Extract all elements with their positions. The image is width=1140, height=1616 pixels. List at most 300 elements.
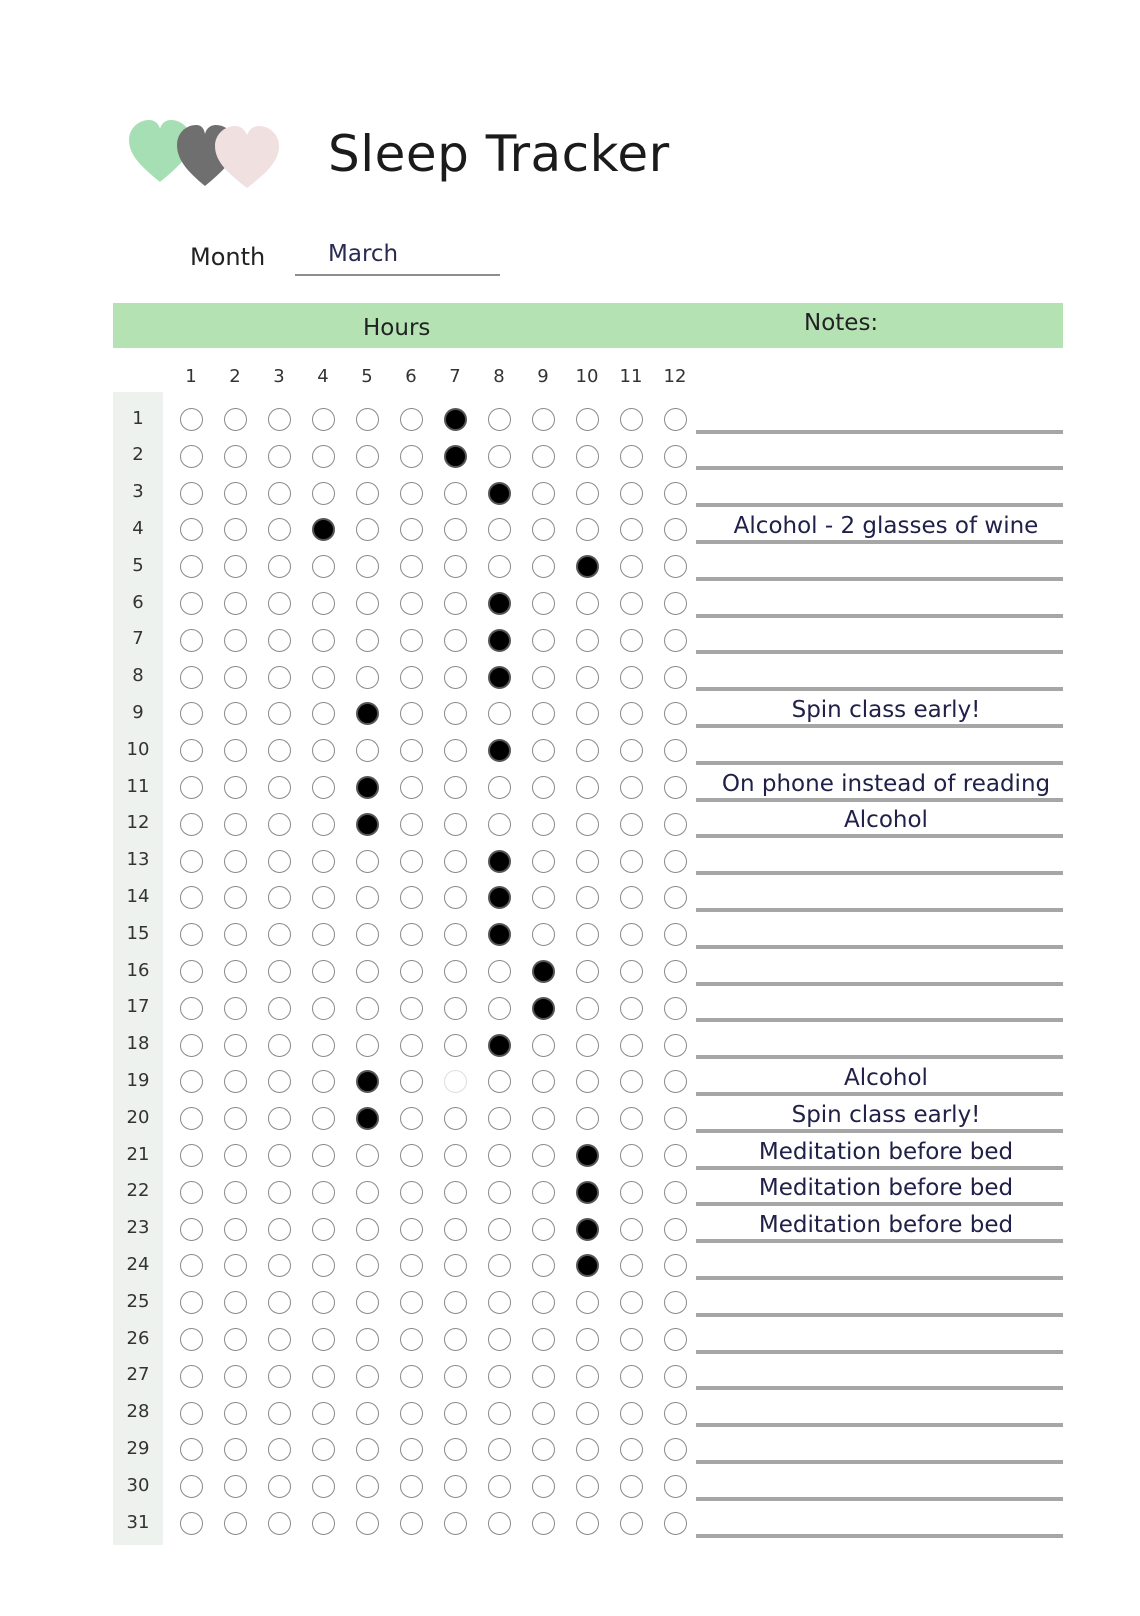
sleep-dot[interactable] bbox=[268, 886, 291, 909]
sleep-dot[interactable] bbox=[312, 1291, 335, 1314]
sleep-dot[interactable] bbox=[180, 1328, 203, 1351]
sleep-dot[interactable] bbox=[268, 666, 291, 689]
sleep-dot[interactable] bbox=[576, 1291, 599, 1314]
sleep-dot[interactable] bbox=[312, 445, 335, 468]
sleep-dot[interactable] bbox=[576, 518, 599, 541]
sleep-dot[interactable] bbox=[268, 592, 291, 615]
sleep-dot[interactable] bbox=[356, 1402, 379, 1425]
sleep-dot[interactable] bbox=[180, 702, 203, 725]
sleep-dot[interactable] bbox=[268, 629, 291, 652]
sleep-dot[interactable] bbox=[356, 850, 379, 873]
sleep-dot[interactable] bbox=[488, 1402, 511, 1425]
sleep-dot[interactable] bbox=[180, 1107, 203, 1130]
sleep-dot[interactable] bbox=[224, 408, 247, 431]
sleep-dot[interactable] bbox=[268, 1291, 291, 1314]
sleep-dot[interactable] bbox=[664, 776, 687, 799]
sleep-dot[interactable] bbox=[312, 923, 335, 946]
sleep-dot[interactable] bbox=[312, 1438, 335, 1461]
sleep-dot[interactable] bbox=[224, 1291, 247, 1314]
sleep-dot[interactable] bbox=[356, 482, 379, 505]
sleep-dot[interactable] bbox=[400, 445, 423, 468]
note-text[interactable]: Meditation before bed bbox=[758, 1212, 1014, 1239]
sleep-dot[interactable] bbox=[312, 1218, 335, 1241]
sleep-dot[interactable] bbox=[532, 1181, 555, 1204]
sleep-dot[interactable] bbox=[488, 445, 511, 468]
sleep-dot[interactable] bbox=[532, 555, 555, 578]
sleep-dot[interactable] bbox=[400, 1402, 423, 1425]
sleep-dot[interactable] bbox=[400, 482, 423, 505]
sleep-dot[interactable] bbox=[356, 1254, 379, 1277]
sleep-dot[interactable] bbox=[356, 555, 379, 578]
sleep-dot[interactable] bbox=[620, 629, 643, 652]
sleep-dot[interactable] bbox=[400, 850, 423, 873]
sleep-dot[interactable] bbox=[180, 1144, 203, 1167]
sleep-dot[interactable] bbox=[664, 813, 687, 836]
sleep-dot[interactable] bbox=[620, 592, 643, 615]
sleep-dot[interactable] bbox=[576, 1512, 599, 1535]
sleep-dot[interactable] bbox=[664, 1218, 687, 1241]
sleep-dot[interactable] bbox=[224, 1070, 247, 1093]
sleep-dot[interactable] bbox=[400, 1475, 423, 1498]
sleep-dot[interactable] bbox=[664, 1402, 687, 1425]
sleep-dot[interactable] bbox=[664, 555, 687, 578]
sleep-dot[interactable] bbox=[488, 1181, 511, 1204]
sleep-dot[interactable] bbox=[400, 408, 423, 431]
sleep-dot[interactable] bbox=[532, 1107, 555, 1130]
sleep-dot[interactable] bbox=[180, 813, 203, 836]
sleep-dot[interactable] bbox=[312, 1328, 335, 1351]
sleep-dot[interactable] bbox=[444, 1254, 467, 1277]
sleep-dot[interactable] bbox=[268, 1328, 291, 1351]
sleep-dot[interactable] bbox=[400, 813, 423, 836]
sleep-dot[interactable] bbox=[180, 408, 203, 431]
sleep-dot[interactable] bbox=[576, 482, 599, 505]
sleep-dot[interactable] bbox=[356, 1218, 379, 1241]
sleep-dot[interactable] bbox=[620, 482, 643, 505]
sleep-dot[interactable] bbox=[268, 445, 291, 468]
note-text[interactable]: Alcohol - 2 glasses of wine bbox=[733, 512, 1039, 539]
sleep-dot[interactable] bbox=[268, 555, 291, 578]
sleep-dot[interactable] bbox=[532, 886, 555, 909]
sleep-dot[interactable] bbox=[620, 776, 643, 799]
sleep-dot-filled[interactable] bbox=[488, 886, 511, 909]
sleep-dot[interactable] bbox=[356, 1365, 379, 1388]
sleep-dot[interactable] bbox=[224, 886, 247, 909]
sleep-dot[interactable] bbox=[664, 1512, 687, 1535]
sleep-dot[interactable] bbox=[664, 1328, 687, 1351]
sleep-dot[interactable] bbox=[444, 1475, 467, 1498]
sleep-dot[interactable] bbox=[312, 408, 335, 431]
sleep-dot[interactable] bbox=[224, 629, 247, 652]
sleep-dot[interactable] bbox=[664, 592, 687, 615]
sleep-dot[interactable] bbox=[532, 1218, 555, 1241]
sleep-dot[interactable] bbox=[312, 850, 335, 873]
sleep-dot[interactable] bbox=[180, 886, 203, 909]
sleep-dot-filled[interactable] bbox=[444, 445, 467, 468]
sleep-dot[interactable] bbox=[268, 1107, 291, 1130]
sleep-dot[interactable] bbox=[400, 592, 423, 615]
sleep-dot[interactable] bbox=[444, 1512, 467, 1535]
sleep-dot[interactable] bbox=[400, 1034, 423, 1057]
sleep-dot[interactable] bbox=[180, 1291, 203, 1314]
sleep-dot[interactable] bbox=[356, 997, 379, 1020]
sleep-dot[interactable] bbox=[180, 1034, 203, 1057]
sleep-dot[interactable] bbox=[620, 813, 643, 836]
sleep-dot[interactable] bbox=[356, 1475, 379, 1498]
sleep-dot[interactable] bbox=[664, 1034, 687, 1057]
sleep-dot[interactable] bbox=[620, 1254, 643, 1277]
sleep-dot[interactable] bbox=[576, 776, 599, 799]
sleep-dot[interactable] bbox=[488, 960, 511, 983]
sleep-dot[interactable] bbox=[576, 739, 599, 762]
sleep-dot[interactable] bbox=[444, 923, 467, 946]
sleep-dot[interactable] bbox=[180, 850, 203, 873]
sleep-dot[interactable] bbox=[312, 702, 335, 725]
sleep-dot-filled[interactable] bbox=[488, 850, 511, 873]
sleep-dot[interactable] bbox=[620, 702, 643, 725]
sleep-dot[interactable] bbox=[444, 850, 467, 873]
sleep-dot[interactable] bbox=[576, 813, 599, 836]
sleep-dot[interactable] bbox=[444, 1107, 467, 1130]
sleep-dot[interactable] bbox=[400, 555, 423, 578]
sleep-dot[interactable] bbox=[400, 1365, 423, 1388]
sleep-dot[interactable] bbox=[312, 592, 335, 615]
sleep-dot[interactable] bbox=[576, 1365, 599, 1388]
sleep-dot[interactable] bbox=[532, 445, 555, 468]
sleep-dot[interactable] bbox=[488, 1365, 511, 1388]
note-text[interactable]: Spin class early! bbox=[791, 1101, 981, 1128]
sleep-dot[interactable] bbox=[532, 813, 555, 836]
sleep-dot[interactable] bbox=[224, 850, 247, 873]
sleep-dot[interactable] bbox=[488, 1144, 511, 1167]
sleep-dot[interactable] bbox=[400, 666, 423, 689]
sleep-dot[interactable] bbox=[444, 1438, 467, 1461]
note-text[interactable]: Alcohol bbox=[844, 1064, 928, 1091]
sleep-dot[interactable] bbox=[664, 445, 687, 468]
sleep-dot-filled[interactable] bbox=[488, 739, 511, 762]
sleep-dot[interactable] bbox=[356, 1144, 379, 1167]
sleep-dot[interactable] bbox=[224, 1034, 247, 1057]
sleep-dot[interactable] bbox=[224, 666, 247, 689]
sleep-dot[interactable] bbox=[620, 555, 643, 578]
sleep-dot[interactable] bbox=[400, 1512, 423, 1535]
sleep-dot[interactable] bbox=[444, 1144, 467, 1167]
sleep-dot[interactable] bbox=[356, 518, 379, 541]
sleep-dot[interactable] bbox=[620, 445, 643, 468]
sleep-dot[interactable] bbox=[268, 960, 291, 983]
sleep-dot[interactable] bbox=[224, 739, 247, 762]
sleep-dot[interactable] bbox=[224, 592, 247, 615]
sleep-dot[interactable] bbox=[576, 702, 599, 725]
sleep-dot[interactable] bbox=[444, 1218, 467, 1241]
sleep-dot[interactable] bbox=[312, 1254, 335, 1277]
sleep-dot[interactable] bbox=[268, 1034, 291, 1057]
sleep-dot[interactable] bbox=[268, 739, 291, 762]
sleep-dot[interactable] bbox=[356, 1438, 379, 1461]
sleep-dot[interactable] bbox=[576, 592, 599, 615]
sleep-dot[interactable] bbox=[488, 813, 511, 836]
sleep-dot[interactable] bbox=[224, 1402, 247, 1425]
sleep-dot[interactable] bbox=[532, 1475, 555, 1498]
sleep-dot-filled[interactable] bbox=[488, 482, 511, 505]
sleep-dot[interactable] bbox=[620, 739, 643, 762]
sleep-dot[interactable] bbox=[444, 1402, 467, 1425]
sleep-dot[interactable] bbox=[576, 923, 599, 946]
note-text[interactable]: Spin class early! bbox=[791, 696, 981, 723]
sleep-dot[interactable] bbox=[312, 1475, 335, 1498]
sleep-dot[interactable] bbox=[444, 1291, 467, 1314]
sleep-dot[interactable] bbox=[356, 1034, 379, 1057]
sleep-dot-filled[interactable] bbox=[312, 518, 335, 541]
sleep-dot[interactable] bbox=[576, 960, 599, 983]
sleep-dot[interactable] bbox=[444, 592, 467, 615]
sleep-dot[interactable] bbox=[224, 1365, 247, 1388]
sleep-dot-filled[interactable] bbox=[488, 923, 511, 946]
sleep-dot[interactable] bbox=[620, 518, 643, 541]
sleep-dot[interactable] bbox=[224, 702, 247, 725]
sleep-dot[interactable] bbox=[312, 1365, 335, 1388]
sleep-dot[interactable] bbox=[180, 592, 203, 615]
sleep-dot[interactable] bbox=[444, 702, 467, 725]
sleep-dot[interactable] bbox=[312, 997, 335, 1020]
sleep-dot[interactable] bbox=[576, 1328, 599, 1351]
sleep-dot[interactable] bbox=[268, 923, 291, 946]
sleep-dot[interactable] bbox=[576, 666, 599, 689]
sleep-dot[interactable] bbox=[400, 1181, 423, 1204]
sleep-dot[interactable] bbox=[180, 1512, 203, 1535]
sleep-dot[interactable] bbox=[576, 1438, 599, 1461]
sleep-dot-filled[interactable] bbox=[356, 776, 379, 799]
sleep-dot[interactable] bbox=[664, 518, 687, 541]
sleep-dot[interactable] bbox=[268, 518, 291, 541]
sleep-dot-filled[interactable] bbox=[576, 1181, 599, 1204]
sleep-dot[interactable] bbox=[620, 1070, 643, 1093]
sleep-dot[interactable] bbox=[444, 666, 467, 689]
sleep-dot[interactable] bbox=[356, 1181, 379, 1204]
sleep-dot[interactable] bbox=[400, 960, 423, 983]
sleep-dot[interactable] bbox=[356, 739, 379, 762]
sleep-dot-filled[interactable] bbox=[576, 555, 599, 578]
sleep-dot[interactable] bbox=[576, 850, 599, 873]
sleep-dot[interactable] bbox=[224, 1438, 247, 1461]
sleep-dot[interactable] bbox=[532, 482, 555, 505]
sleep-dot[interactable] bbox=[180, 1218, 203, 1241]
sleep-dot[interactable] bbox=[268, 850, 291, 873]
sleep-dot[interactable] bbox=[620, 1438, 643, 1461]
sleep-dot[interactable] bbox=[664, 408, 687, 431]
sleep-dot[interactable] bbox=[664, 997, 687, 1020]
note-text[interactable]: Alcohol bbox=[844, 807, 928, 834]
sleep-dot[interactable] bbox=[444, 776, 467, 799]
sleep-dot[interactable] bbox=[268, 1438, 291, 1461]
sleep-dot[interactable] bbox=[664, 1144, 687, 1167]
sleep-dot[interactable] bbox=[664, 1070, 687, 1093]
sleep-dot[interactable] bbox=[664, 1107, 687, 1130]
sleep-dot[interactable] bbox=[224, 923, 247, 946]
sleep-dot[interactable] bbox=[488, 702, 511, 725]
sleep-dot[interactable] bbox=[356, 960, 379, 983]
sleep-dot[interactable] bbox=[664, 1475, 687, 1498]
sleep-dot[interactable] bbox=[664, 702, 687, 725]
sleep-dot-filled[interactable] bbox=[444, 408, 467, 431]
sleep-dot[interactable] bbox=[224, 960, 247, 983]
sleep-dot[interactable] bbox=[224, 813, 247, 836]
sleep-dot-filled[interactable] bbox=[356, 813, 379, 836]
sleep-dot[interactable] bbox=[180, 1070, 203, 1093]
sleep-dot-filled[interactable] bbox=[532, 960, 555, 983]
sleep-dot[interactable] bbox=[180, 1438, 203, 1461]
sleep-dot[interactable] bbox=[400, 739, 423, 762]
sleep-dot[interactable] bbox=[312, 1181, 335, 1204]
sleep-dot[interactable] bbox=[664, 960, 687, 983]
sleep-dot[interactable] bbox=[620, 1328, 643, 1351]
sleep-dot[interactable] bbox=[532, 739, 555, 762]
sleep-dot[interactable] bbox=[488, 555, 511, 578]
sleep-dot[interactable] bbox=[180, 923, 203, 946]
sleep-dot[interactable] bbox=[620, 923, 643, 946]
sleep-dot[interactable] bbox=[532, 518, 555, 541]
sleep-dot[interactable] bbox=[180, 960, 203, 983]
sleep-dot[interactable] bbox=[444, 1181, 467, 1204]
sleep-dot[interactable] bbox=[444, 1328, 467, 1351]
sleep-dot[interactable] bbox=[180, 666, 203, 689]
sleep-dot[interactable] bbox=[356, 408, 379, 431]
sleep-dot[interactable] bbox=[268, 1365, 291, 1388]
sleep-dot[interactable] bbox=[444, 555, 467, 578]
sleep-dot[interactable] bbox=[400, 1107, 423, 1130]
sleep-dot[interactable] bbox=[224, 445, 247, 468]
sleep-dot[interactable] bbox=[268, 1254, 291, 1277]
sleep-dot[interactable] bbox=[444, 813, 467, 836]
sleep-dot[interactable] bbox=[400, 1438, 423, 1461]
sleep-dot[interactable] bbox=[224, 1181, 247, 1204]
sleep-dot[interactable] bbox=[224, 1218, 247, 1241]
sleep-dot[interactable] bbox=[488, 1475, 511, 1498]
sleep-dot[interactable] bbox=[268, 408, 291, 431]
sleep-dot[interactable] bbox=[620, 1402, 643, 1425]
sleep-dot[interactable] bbox=[664, 1291, 687, 1314]
sleep-dot[interactable] bbox=[312, 776, 335, 799]
sleep-dot[interactable] bbox=[664, 923, 687, 946]
sleep-dot[interactable] bbox=[312, 482, 335, 505]
sleep-dot[interactable] bbox=[488, 408, 511, 431]
sleep-dot-filled[interactable] bbox=[356, 1070, 379, 1093]
sleep-dot[interactable] bbox=[444, 1365, 467, 1388]
sleep-dot[interactable] bbox=[664, 1254, 687, 1277]
sleep-dot[interactable] bbox=[488, 518, 511, 541]
sleep-dot-filled[interactable] bbox=[576, 1254, 599, 1277]
sleep-dot[interactable] bbox=[400, 629, 423, 652]
sleep-dot[interactable] bbox=[312, 1402, 335, 1425]
sleep-dot[interactable] bbox=[532, 1365, 555, 1388]
sleep-dot[interactable] bbox=[356, 1328, 379, 1351]
sleep-dot[interactable] bbox=[180, 445, 203, 468]
sleep-dot[interactable] bbox=[268, 1181, 291, 1204]
sleep-dot[interactable] bbox=[312, 1144, 335, 1167]
sleep-dot[interactable] bbox=[488, 1512, 511, 1535]
sleep-dot[interactable] bbox=[268, 1144, 291, 1167]
sleep-dot[interactable] bbox=[400, 1328, 423, 1351]
sleep-dot-filled[interactable] bbox=[356, 702, 379, 725]
sleep-dot[interactable] bbox=[664, 666, 687, 689]
sleep-dot[interactable] bbox=[620, 1181, 643, 1204]
sleep-dot[interactable] bbox=[444, 997, 467, 1020]
sleep-dot[interactable] bbox=[576, 886, 599, 909]
month-value[interactable]: March bbox=[328, 241, 399, 267]
sleep-dot[interactable] bbox=[532, 1144, 555, 1167]
sleep-dot[interactable] bbox=[620, 1365, 643, 1388]
sleep-dot[interactable] bbox=[356, 629, 379, 652]
sleep-dot[interactable] bbox=[356, 923, 379, 946]
sleep-dot[interactable] bbox=[400, 776, 423, 799]
sleep-dot[interactable] bbox=[180, 776, 203, 799]
sleep-dot[interactable] bbox=[268, 1475, 291, 1498]
sleep-dot[interactable] bbox=[224, 482, 247, 505]
sleep-dot[interactable] bbox=[400, 1070, 423, 1093]
sleep-dot[interactable] bbox=[532, 1070, 555, 1093]
sleep-dot[interactable] bbox=[268, 997, 291, 1020]
sleep-dot[interactable] bbox=[532, 592, 555, 615]
sleep-dot[interactable] bbox=[532, 1402, 555, 1425]
sleep-dot[interactable] bbox=[620, 850, 643, 873]
sleep-dot[interactable] bbox=[488, 1438, 511, 1461]
sleep-dot[interactable] bbox=[180, 1475, 203, 1498]
sleep-dot[interactable] bbox=[444, 1034, 467, 1057]
sleep-dot[interactable] bbox=[268, 702, 291, 725]
sleep-dot[interactable] bbox=[180, 1254, 203, 1277]
sleep-dot[interactable] bbox=[400, 923, 423, 946]
sleep-dot[interactable] bbox=[180, 1181, 203, 1204]
sleep-dot[interactable] bbox=[224, 518, 247, 541]
sleep-dot[interactable] bbox=[664, 850, 687, 873]
sleep-dot[interactable] bbox=[180, 629, 203, 652]
sleep-dot[interactable] bbox=[224, 1107, 247, 1130]
sleep-dot[interactable] bbox=[664, 886, 687, 909]
sleep-dot[interactable] bbox=[664, 739, 687, 762]
sleep-dot[interactable] bbox=[532, 1254, 555, 1277]
sleep-dot[interactable] bbox=[312, 555, 335, 578]
note-text[interactable]: Meditation before bed bbox=[758, 1175, 1014, 1202]
sleep-dot[interactable] bbox=[180, 555, 203, 578]
sleep-dot[interactable] bbox=[576, 1402, 599, 1425]
sleep-dot[interactable] bbox=[400, 1218, 423, 1241]
sleep-dot[interactable] bbox=[620, 1144, 643, 1167]
sleep-dot[interactable] bbox=[312, 1107, 335, 1130]
sleep-dot[interactable] bbox=[312, 886, 335, 909]
sleep-dot[interactable] bbox=[620, 1291, 643, 1314]
sleep-dot[interactable] bbox=[620, 666, 643, 689]
sleep-dot[interactable] bbox=[312, 813, 335, 836]
sleep-dot[interactable] bbox=[400, 702, 423, 725]
sleep-dot[interactable] bbox=[224, 1144, 247, 1167]
sleep-dot[interactable] bbox=[532, 408, 555, 431]
sleep-dot[interactable] bbox=[620, 1512, 643, 1535]
sleep-dot[interactable] bbox=[488, 1218, 511, 1241]
sleep-dot[interactable] bbox=[356, 592, 379, 615]
sleep-dot[interactable] bbox=[532, 1512, 555, 1535]
sleep-dot[interactable] bbox=[224, 1254, 247, 1277]
sleep-dot[interactable] bbox=[356, 1291, 379, 1314]
sleep-dot[interactable] bbox=[620, 1218, 643, 1241]
sleep-dot[interactable] bbox=[444, 886, 467, 909]
sleep-dot[interactable] bbox=[312, 1034, 335, 1057]
sleep-dot[interactable] bbox=[576, 1107, 599, 1130]
sleep-dot[interactable] bbox=[268, 1070, 291, 1093]
sleep-dot[interactable] bbox=[532, 1291, 555, 1314]
sleep-dot[interactable] bbox=[356, 1512, 379, 1535]
sleep-dot[interactable] bbox=[620, 1034, 643, 1057]
sleep-dot[interactable] bbox=[400, 1144, 423, 1167]
